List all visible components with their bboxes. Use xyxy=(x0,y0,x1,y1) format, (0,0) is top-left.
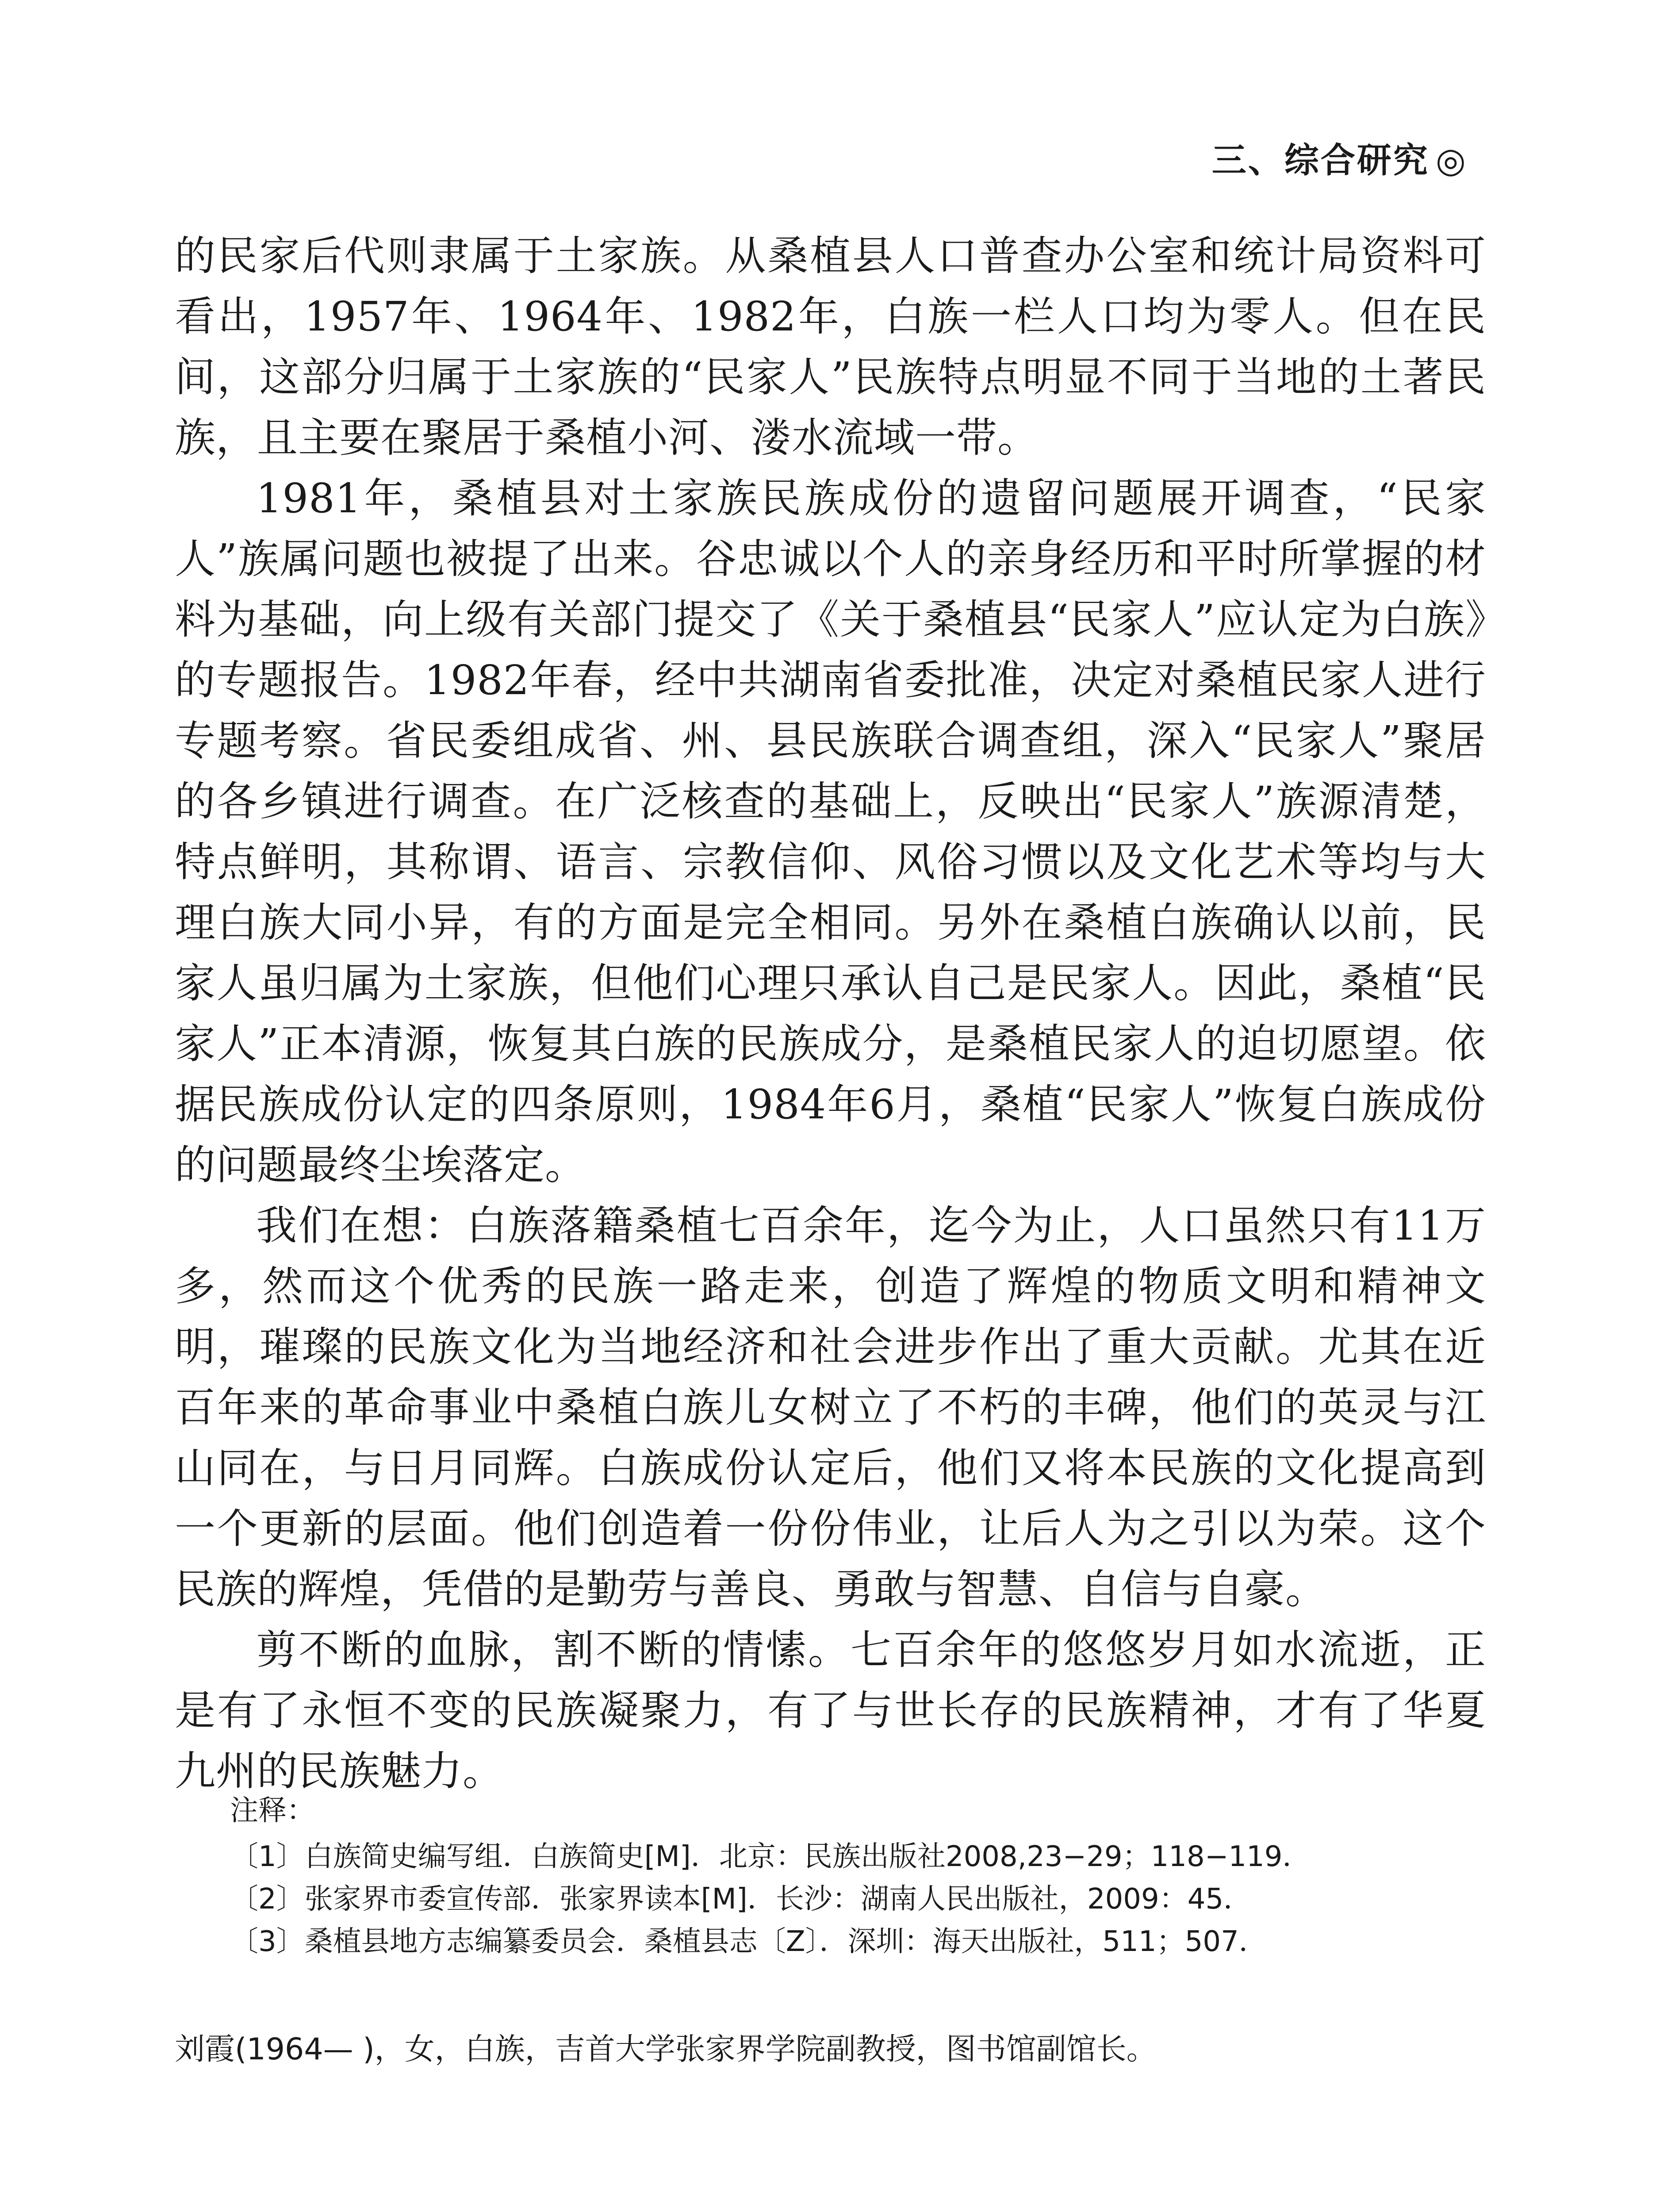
note-item-3: 〔3〕桑植县地方志编纂委员会．桑植县志〔Z〕．深圳：海天出版社，511；507． xyxy=(230,1925,1267,1958)
section-title: 三、综合研究 xyxy=(1211,141,1430,180)
body-paragraph-4: 剪不断的血脉，割不断的情愫。七百余年的悠悠岁月如水流逝，正是有了永恒不变的民族凝聚力，有了与世长存的民族精神，才有了华夏九州的民族魅力。 xyxy=(175,1626,1486,1795)
body-paragraph-3: 我们在想：白族落籍桑植七百余年，迄今为止，人口虽然只有11万多，然而这个优秀的民族一路走来，创造了辉煌的物质文明和精神文明，璀璨的民族文化为当地经济和社会进步作出了重大贡献。尤其在近百年来的革命事业中桑植白族儿女树立了不朽的丰碑，他们的英灵与江山同在，与日月同辉。白族成份认定后，他们又将本民族的文化提高到一个更新的层面。他们创造着一份份伟业，让后人为之引以为荣。这个民族的辉煌，凭借的是勤劳与善良、勇敢与智慧、自信与自豪。 xyxy=(175,1202,1486,1613)
note-item-2: 〔2〕张家界市委宣传部．张家界读本[M]．长沙：湖南人民出版社，2009：45． xyxy=(230,1883,1252,1916)
author-bio: 刘霞(1964— )，女，白族，吉首大学张家界学院副教授，图书馆副馆长。 xyxy=(175,2032,1157,2067)
running-header xyxy=(1212,133,1468,182)
notes-title: 注释： xyxy=(230,1794,315,1827)
body-paragraph-2: 1981年，桑植县对土家族民族成份的遗留问题展开调查，“民家人”族属问题也被提了出来。谷忠诚以个人的亲身经历和平时所掌握的材料为基础，向上级有关部门提交了《关于桑植县“民家人”应认定为白族》的专题报告。1982年春，经中共湖南省委批准，决定对桑植民家人进行专题考察。省民委组成省、州、县民族联合调查组，深入“民家人”聚居的各乡镇进行调查。在广泛核查的基础上，反映出“民家人”族源清楚，特点鲜明，其称谓、语言、宗教信仰、风俗习惯以及文化艺术等均与大理白族大同小异，有的方面是完全相同。另外在桑植白族确认以前，民家人虽归属为土家族，但他们心理只承认自己是民家人。因此，桑植“民家人”正本清源，恢复其白族的民族成分，是桑植民家人的迫切愿望。依据民族成份认定的四条原则，1984年6月，桑植“民家人”恢复白族成份的问题最终尘埃落定。 xyxy=(175,475,1486,1189)
body-text xyxy=(175,226,1486,1801)
section-mark-icon: ◎ xyxy=(1435,141,1468,180)
note-item-1: 〔1〕白族简史编写组．白族简史[M]．北京：民族出版社2008,23−29；118−119． xyxy=(230,1840,1311,1873)
notes-section xyxy=(230,1790,1491,1963)
body-paragraph-1: 的民家后代则隶属于土家族。从桑植县人口普查办公室和统计局资料可看出，1957年、1964年、1982年，白族一栏人口均为零人。但在民间，这部分归属于土家族的“民家人”民族特点明显不同于当地的土著民族，且主要在聚居于桑植小河、溇水流域一带。 xyxy=(175,232,1486,461)
